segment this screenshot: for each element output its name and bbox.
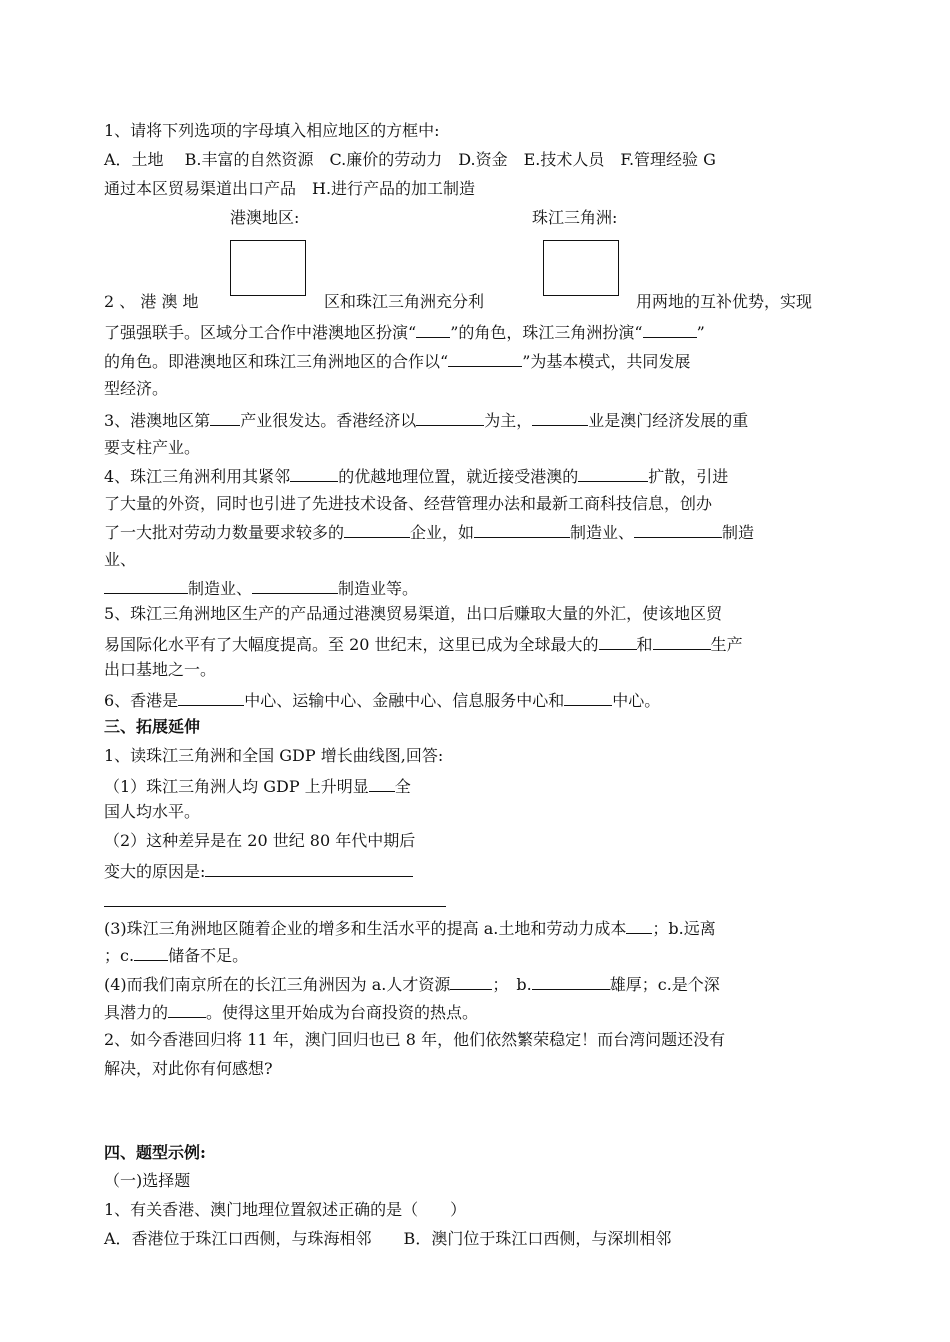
q2-line4: 型经济。 <box>104 379 169 398</box>
section3-sub1-cont: 国人均水平。 <box>104 802 201 821</box>
answer-box-hk-macao[interactable] <box>230 240 306 296</box>
label-prd: 珠江三角洲: <box>532 208 618 227</box>
section3-q2: 2、如今香港回归将 11 年，澳门回归也已 8 年，他们依然繁荣稳定！而台湾问题还没有 <box>104 1030 726 1049</box>
section4-title: 四、题型示例: <box>104 1143 206 1162</box>
q1-stem: 1、请将下列选项的字母填入相应地区的方框中: <box>104 121 440 140</box>
section3-sub3-cont: ；c. 储备不足。 <box>104 943 248 967</box>
q1-options-line2: 通过本区贸易渠道出口产品 H.进行产品的加工制造 <box>104 179 476 198</box>
q2-line1c: 用两地的互补优势，实现 <box>636 292 813 311</box>
q1-options-line1: A．土地 B.丰富的自然资源 C.廉价的劳动力 D.资金 E.技术人员 F.管理经验 G <box>104 150 716 169</box>
q2-line1b: 区和珠江三角洲充分利 <box>324 292 485 311</box>
q3-line2: 要支柱产业。 <box>104 438 201 457</box>
q3-line1: 3、港澳地区第 产业很发达。香港经济以 为主， 业是澳门经济发展的重 <box>104 408 748 432</box>
section3-sub1: （1）珠江三角洲人均 GDP 上升明显 全 <box>104 774 411 798</box>
answer-line[interactable] <box>104 906 446 907</box>
section3-q1: 1、读珠江三角洲和全国 GDP 增长曲线图,回答: <box>104 746 444 765</box>
q4-line4: 业、 <box>104 550 137 569</box>
q4-line2: 了大量的外资，同时也引进了先进技术设备、经营管理办法和最新工商科技信息，创办 <box>104 494 713 513</box>
section3-sub3: (3)珠江三角洲地区随着企业的增多和生活水平的提高 a.土地和劳动力成本 ；b.远离 <box>104 916 716 940</box>
q5-line1: 5、珠江三角洲地区生产的产品通过港澳贸易渠道，出口后赚取大量的外汇，使该地区贸 <box>104 604 723 623</box>
section3-sub2-cont: 变大的原因是: <box>104 859 413 883</box>
answer-box-prd[interactable] <box>543 240 619 296</box>
section3-sub4: (4)而我们南京所在的长江三角洲因为 a.人才资源 ； b. 雄厚；c.是个深 <box>104 972 720 996</box>
q4-line1: 4、珠江三角洲利用其紧邻 的优越地理位置，就近接受港澳的 扩散，引进 <box>104 464 728 488</box>
q6-line: 6、香港是 中心、运输中心、金融中心、信息服务中心和 中心。 <box>104 688 660 712</box>
q5-line2: 易国际化水平有了大幅度提高。至 20 世纪末，这里已成为全球最大的 和 生产 <box>104 632 743 656</box>
section4-q1: 1、有关香港、澳门地理位置叙述正确的是（ ） <box>104 1200 467 1219</box>
section4-q1-options: A．香港位于珠江口西侧，与珠海相邻 B．澳门位于珠江口西侧，与深圳相邻 <box>104 1229 672 1248</box>
section4-sub: （一)选择题 <box>104 1171 191 1190</box>
section3-title: 三、拓展延伸 <box>104 717 201 736</box>
section3-q2-cont: 解决，对此你有何感想? <box>104 1059 273 1078</box>
section3-sub2: （2）这种差异是在 20 世纪 80 年代中期后 <box>104 831 416 850</box>
q2-line2: 了强强联手。区域分工合作中港澳地区扮演“ ”的角色，珠江三角洲扮演“ ” <box>104 320 705 344</box>
q4-line5: 制造业、 制造业等。 <box>104 576 418 600</box>
label-hk-macao: 港澳地区: <box>230 208 300 227</box>
q4-line3: 了一大批对劳动力数量要求较多的 企业，如 制造业、 制造 <box>104 520 754 544</box>
q5-line3: 出口基地之一。 <box>104 660 217 679</box>
section3-sub4-cont: 具潜力的 。使得这里开始成为台商投资的热点。 <box>104 1000 478 1024</box>
q2-line3: 的角色。即港澳地区和珠江三角洲地区的合作以“ ”为基本模式，共同发展 <box>104 349 690 373</box>
q2-line1a: 2 、 港 澳 地 <box>104 292 199 311</box>
